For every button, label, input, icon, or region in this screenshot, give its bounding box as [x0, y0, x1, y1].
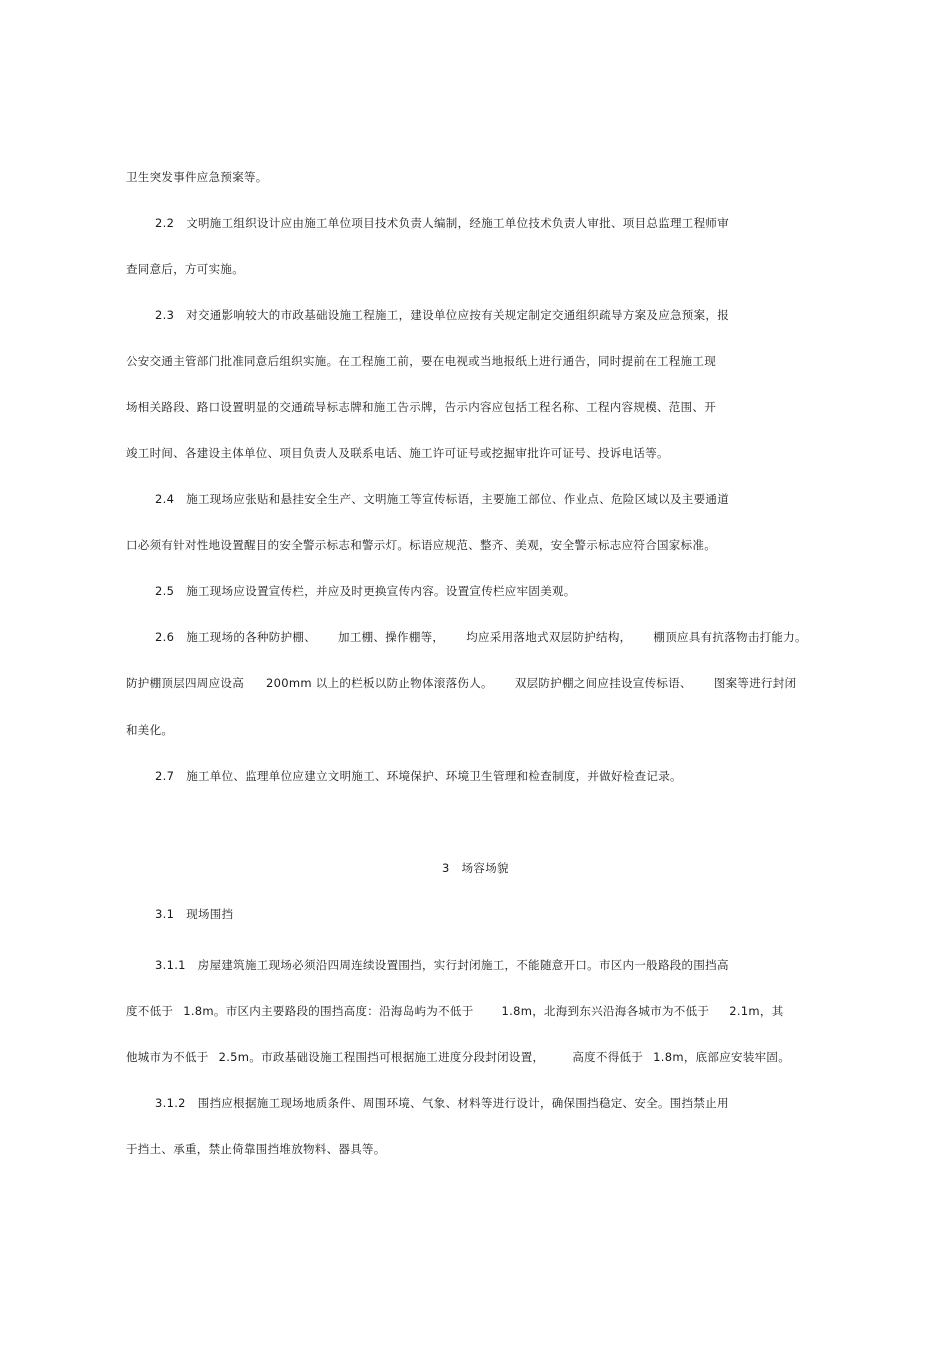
section-number: 2.5 — [155, 584, 175, 598]
paragraph-2-2 — [155, 215, 729, 231]
text-fragment: 他城市为不低于 — [126, 1050, 209, 1064]
section-number: 2.3 — [155, 308, 175, 322]
paragraph-2-3 — [155, 307, 729, 323]
paragraph-2-7 — [155, 768, 682, 784]
paragraph-2-6 — [155, 629, 807, 645]
paragraph-2-4 — [155, 491, 729, 507]
text-fragment: 施工现场的各种防护棚、 — [186, 630, 317, 644]
text-line: 施工现场应设置宣传栏，并应及时更换宣传内容。设置宣传栏应牢固美观。 — [186, 584, 576, 598]
text-line: 和美化。 — [126, 723, 174, 737]
text-fragment: 棚顶应具有抗落物击打能力。 — [653, 630, 807, 644]
text-line — [126, 1003, 784, 1019]
subsection-title: 现场围挡 — [186, 907, 234, 921]
section-title: 场容场貌 — [461, 861, 509, 875]
text-line: 口必须有针对性地设置醒目的安全警示标志和警示灯。标语应规范、整齐、美观，安全警示标志应符合国家标准。 — [126, 538, 716, 552]
section-number: 2.6 — [155, 630, 175, 644]
subsection-heading — [155, 906, 233, 922]
text-line — [126, 675, 796, 691]
text-fragment: 1.8m，北海到东兴沿海各城市为不低于 — [501, 1004, 710, 1018]
text-fragment: 加工棚、操作棚等， — [338, 630, 445, 644]
text-fragment: 度不低于 — [126, 1004, 174, 1018]
text-fragment: 图案等进行封闭 — [713, 676, 797, 690]
text-line: 围挡应根据施工现场地质条件、周围环境、气象、材料等进行设计，确保围挡稳定、安全。围挡禁止用 — [197, 1096, 729, 1110]
text-fragment: 2.1m，其 — [729, 1004, 784, 1018]
text-line: 查同意后，方可实施。 — [126, 262, 244, 276]
text-line: 场相关路段、路口设置明显的交通疏导标志牌和施工告示牌，告示内容应包括工程名称、工程内容规模、范围、开 — [126, 400, 716, 414]
text-line: 卫生突发事件应急预案等。 — [126, 170, 268, 184]
text-fragment: 1.8m。市区内主要路段的围挡高度：沿海岛屿为不低于 — [183, 1004, 474, 1018]
section-number: 2.7 — [155, 769, 175, 783]
text-line: 竣工时间、各建设主体单位、项目负责人及联系电话、施工许可证号或挖掘审批许可证号、投诉电话等。 — [126, 446, 669, 460]
section-number: 3.1 — [155, 907, 175, 921]
text-line: 对交通影响较大的市政基础设施工程施工，建设单位应按有关规定制定交通组织疏导方案及应急预案，报 — [186, 308, 729, 322]
paragraph-2-5 — [155, 583, 576, 599]
text-line: 施工单位、监理单位应建立文明施工、环境保护、环境卫生管理和检查制度，并做好检查记录。 — [186, 769, 682, 783]
text-fragment: 防护棚顶层四周应设高 — [126, 676, 244, 690]
section-number: 3.1.1 — [155, 958, 186, 972]
text-line: 公安交通主管部门批准同意后组织实施。在工程施工前，要在电视或当地报纸上进行通告，同时提前在工程施工现 — [126, 354, 716, 368]
section-number: 3.1.2 — [155, 1096, 186, 1110]
text-line: 于挡土、承重，禁止倚靠围挡堆放物料、器具等。 — [126, 1142, 386, 1156]
text-line: 房屋建筑施工现场必须沿四周连续设置围挡，实行封闭施工，不能随意开口。市区内一般路段的围挡高 — [197, 958, 729, 972]
paragraph-3-1-1 — [155, 957, 729, 973]
section-number: 2.2 — [155, 216, 175, 230]
paragraph-3-1-2 — [155, 1095, 729, 1111]
section-heading — [442, 860, 509, 876]
text-line: 文明施工组织设计应由施工单位项目技术负责人编制，经施工单位技术负责人审批、项目总监理工程师审 — [186, 216, 729, 230]
text-fragment: 均应采用落地式双层防护结构， — [466, 630, 632, 644]
text-fragment: 双层防护棚之间应挂设宣传标语、 — [514, 676, 692, 690]
text-line — [126, 1049, 790, 1065]
section-number: 2.4 — [155, 492, 175, 506]
text-fragment: 200mm 以上的栏板以防止物体滚落伤人。 — [266, 676, 493, 690]
text-fragment: 2.5m。市政基础设施工程围挡可根据施工进度分段封闭设置， — [218, 1050, 545, 1064]
section-number: 3 — [442, 861, 450, 875]
text-fragment: 1.8m，底部应安装牢固。 — [653, 1050, 791, 1064]
text-line: 施工现场应张贴和悬挂安全生产、文明施工等宣传标语，主要施工部位、作业点、危险区域以及主要通道 — [186, 492, 729, 506]
text-fragment: 高度不得低于 — [572, 1050, 644, 1064]
